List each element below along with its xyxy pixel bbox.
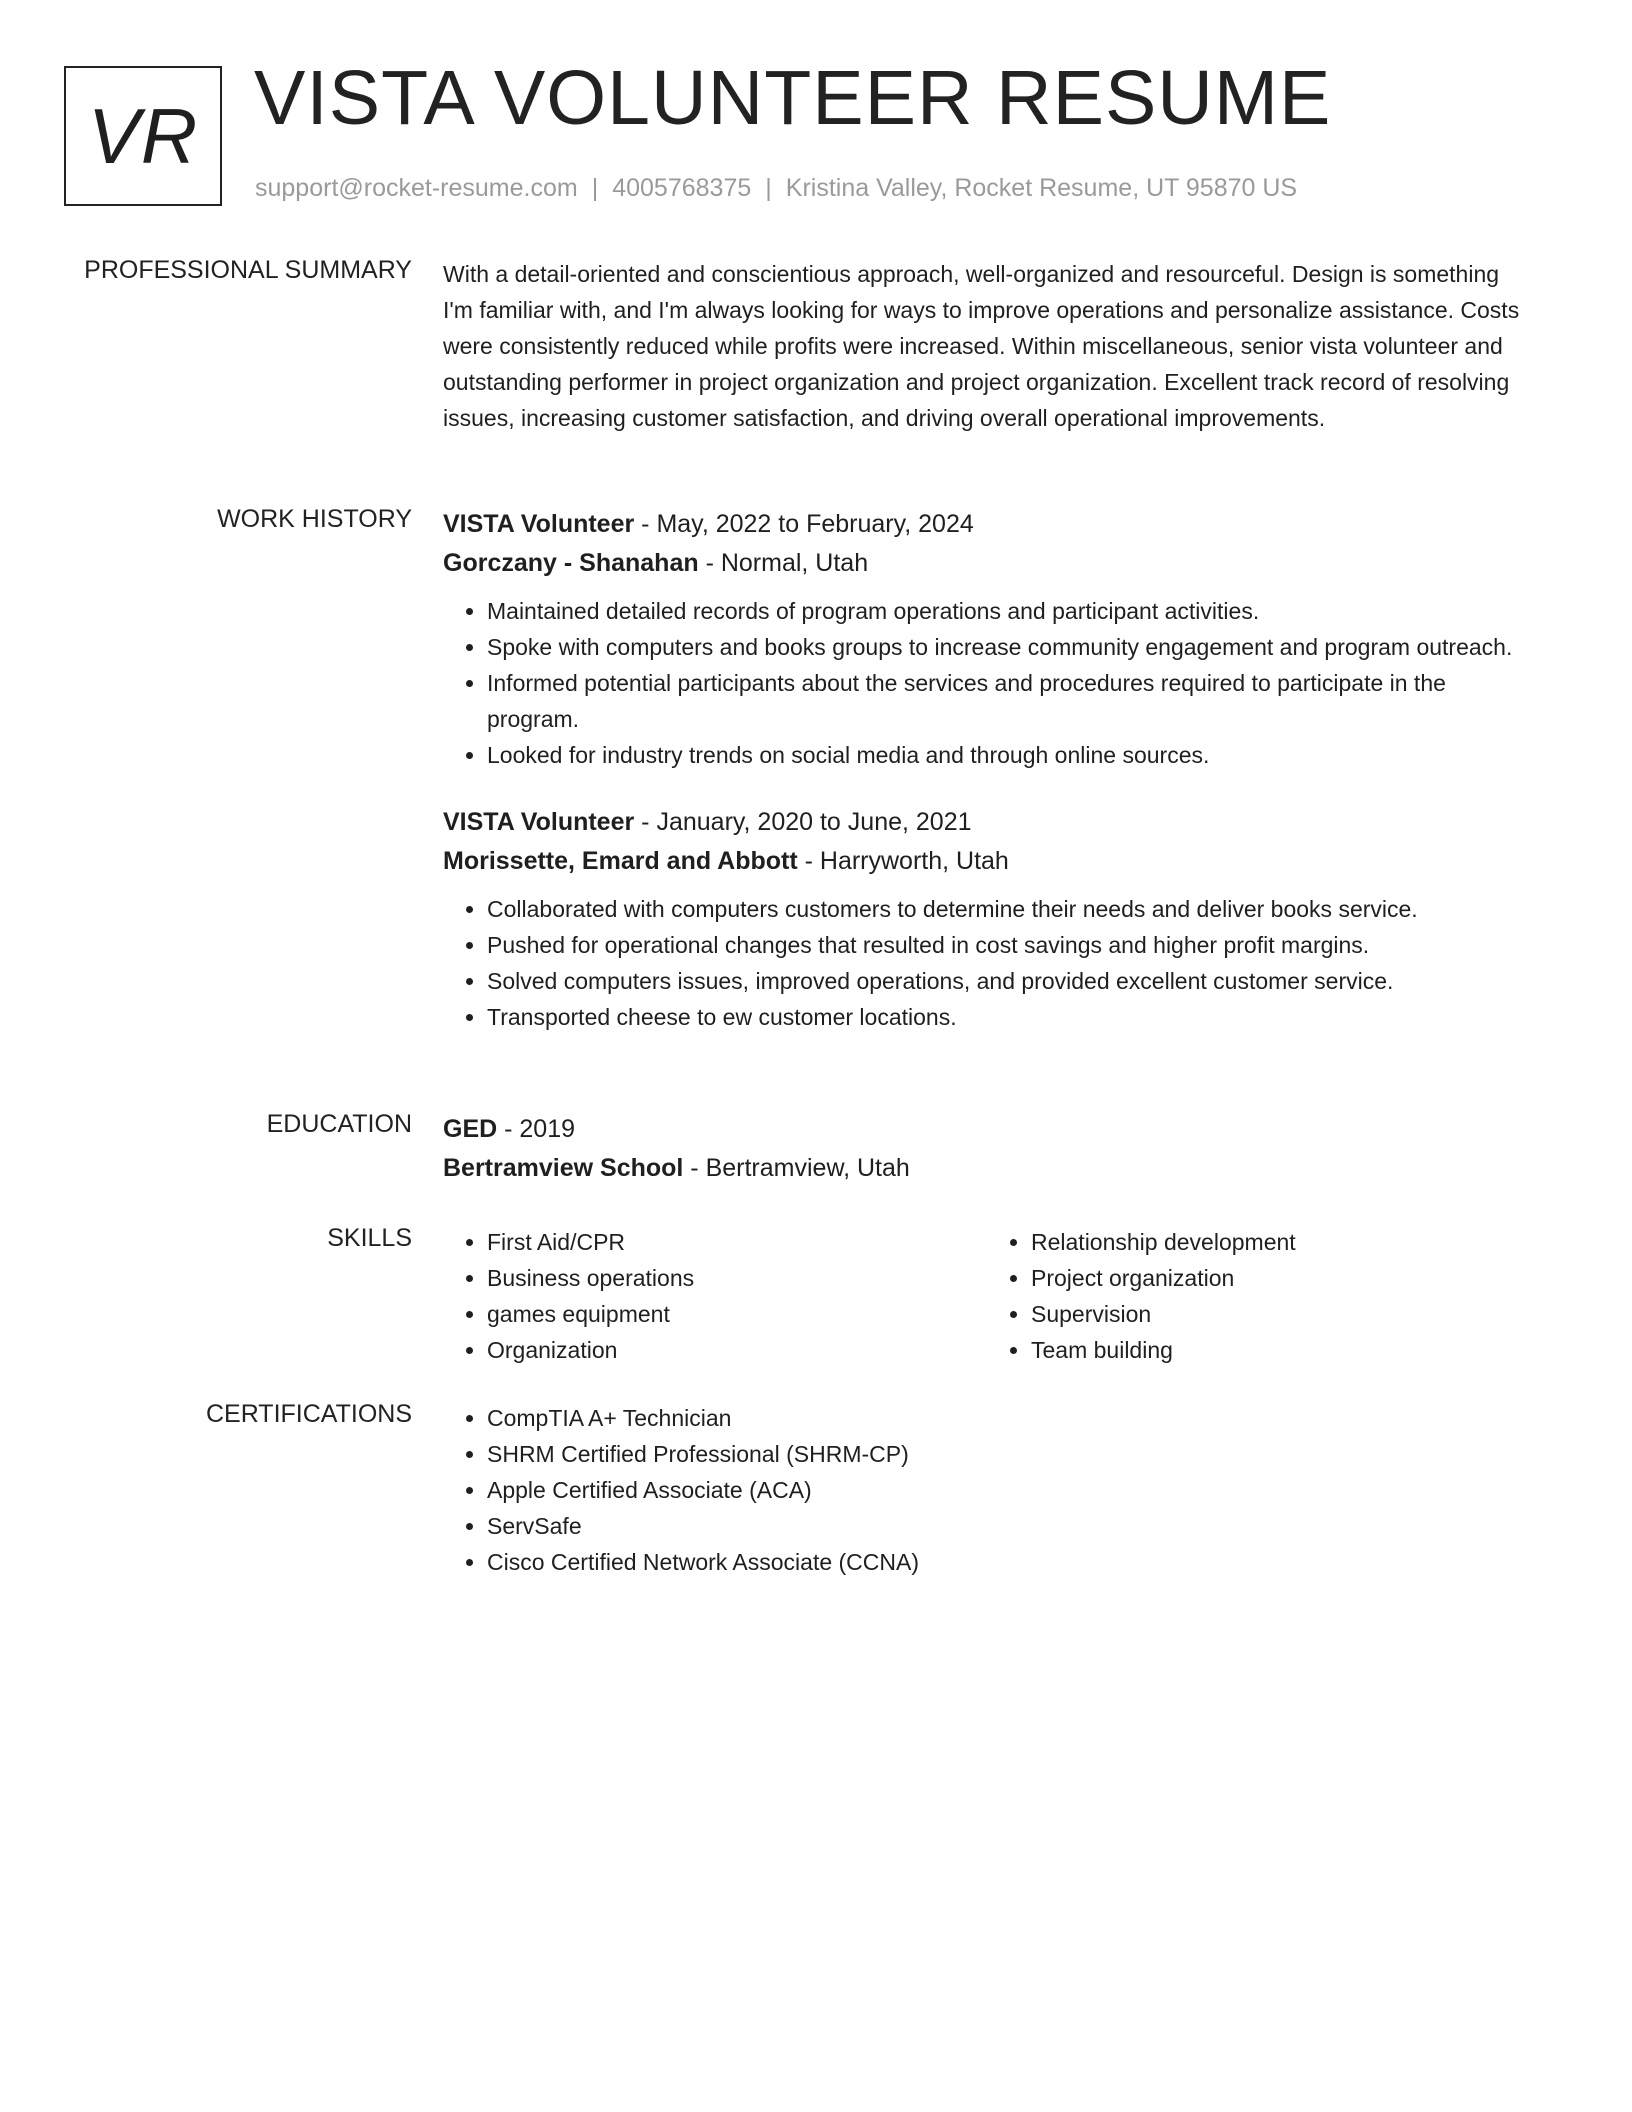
skill-item: • Project organization bbox=[1031, 1260, 1531, 1296]
skill-item: • games equipment bbox=[487, 1296, 987, 1332]
job-company: Morissette, Emard and Abbott bbox=[443, 847, 798, 875]
section-heading-certifications: CERTIFICATIONS bbox=[205, 1400, 412, 1428]
job-dates: - May, 2022 to February, 2024 bbox=[634, 510, 974, 538]
education-school: Bertramview School bbox=[443, 1154, 684, 1182]
skill-item: • Organization bbox=[487, 1332, 987, 1368]
education-degree-line bbox=[443, 1110, 1533, 1149]
skill-item: • Business operations bbox=[487, 1260, 987, 1296]
section-heading-summary: PROFESSIONAL SUMMARY bbox=[84, 256, 412, 284]
skills-body bbox=[443, 1224, 1533, 1368]
section-heading-education: EDUCATION bbox=[266, 1110, 412, 1138]
section-heading-work-history: WORK HISTORY bbox=[217, 505, 412, 533]
certifications-body bbox=[443, 1400, 1533, 1580]
job-location: - Normal, Utah bbox=[698, 549, 869, 577]
contact-separator: | bbox=[591, 174, 599, 202]
work-history-body bbox=[443, 505, 1533, 1035]
job-bullets bbox=[443, 891, 1533, 1035]
education-degree: GED bbox=[443, 1115, 498, 1143]
job-title-line bbox=[443, 803, 1533, 842]
skill-item: • Team building bbox=[1031, 1332, 1531, 1368]
job-bullet: • Looked for industry trends on social media and through online sources. bbox=[487, 737, 1533, 773]
certification-item: • CompTIA A+ Technician bbox=[487, 1400, 1533, 1436]
job-location: - Harryworth, Utah bbox=[797, 847, 1009, 875]
education-school-line bbox=[443, 1149, 1533, 1188]
job-entry bbox=[443, 803, 1533, 1035]
job-title: VISTA Volunteer bbox=[443, 808, 635, 836]
education-location: - Bertramview, Utah bbox=[683, 1154, 910, 1182]
job-dates: - January, 2020 to June, 2021 bbox=[634, 808, 972, 836]
contact-separator: | bbox=[765, 174, 772, 202]
skill-item: • Supervision bbox=[1031, 1296, 1531, 1332]
job-bullet: • Spoke with computers and books groups to increase community engagement and program outreach. bbox=[487, 629, 1533, 665]
job-bullet: • Solved computers issues, improved operations, and provided excellent customer service. bbox=[487, 963, 1533, 999]
summary-text: With a detail-oriented and conscientious approach, well-organized and resourceful. Design is something I'm familiar with, and I'm always looking for ways to improve operations and personalize assistance. Costs were consistently reduced while profits were increased. Within miscellaneous, senior vista volunteer and outstanding performer in project organization and project organization. Excellent track record of resolving issues, increasing customer satisfaction, and driving overall operational improvements. bbox=[443, 261, 1520, 431]
education-body bbox=[443, 1110, 1533, 1188]
contact-phone: 4005768375 bbox=[612, 174, 752, 202]
skills-list-left bbox=[443, 1224, 987, 1368]
skill-item: • First Aid/CPR bbox=[487, 1224, 987, 1260]
contact-email: support@rocket-resume.com bbox=[255, 174, 578, 202]
job-company-line bbox=[443, 544, 1533, 583]
resume-title: VISTA VOLUNTEER RESUME bbox=[254, 55, 1332, 141]
job-bullets bbox=[443, 593, 1533, 773]
job-entry bbox=[443, 505, 1533, 773]
skills-list-right bbox=[987, 1224, 1531, 1368]
job-title: VISTA Volunteer bbox=[443, 510, 635, 538]
job-bullet: • Transported cheese to ew customer locations. bbox=[487, 999, 1533, 1035]
certification-item: • Apple Certified Associate (ACA) bbox=[487, 1472, 1533, 1508]
job-title-line bbox=[443, 505, 1533, 544]
skills-columns bbox=[443, 1224, 1533, 1368]
job-bullet: • Informed potential participants about the services and procedures required to participate in the program. bbox=[487, 665, 1533, 737]
job-company-line bbox=[443, 842, 1533, 881]
section-heading-skills: SKILLS bbox=[327, 1224, 412, 1252]
contact-address: Kristina Valley, Rocket Resume, UT 95870 US bbox=[785, 174, 1298, 202]
certification-item: • SHRM Certified Professional (SHRM-CP) bbox=[487, 1436, 1533, 1472]
certification-item: • Cisco Certified Network Associate (CCNA) bbox=[487, 1544, 1533, 1580]
education-year: - 2019 bbox=[497, 1115, 576, 1143]
skill-item: • Relationship development bbox=[1031, 1224, 1531, 1260]
certifications-list bbox=[443, 1400, 1533, 1580]
job-bullet: • Pushed for operational changes that resulted in cost savings and higher profit margins. bbox=[487, 927, 1533, 963]
monogram-logo: VR bbox=[64, 66, 222, 206]
contact-line bbox=[255, 174, 1297, 203]
job-bullet: • Maintained detailed records of program operations and participant activities. bbox=[487, 593, 1533, 629]
certification-item: • ServSafe bbox=[487, 1508, 1533, 1544]
job-bullet: • Collaborated with computers customers to determine their needs and deliver books service. bbox=[487, 891, 1533, 927]
job-company: Gorczany - Shanahan bbox=[443, 549, 699, 577]
